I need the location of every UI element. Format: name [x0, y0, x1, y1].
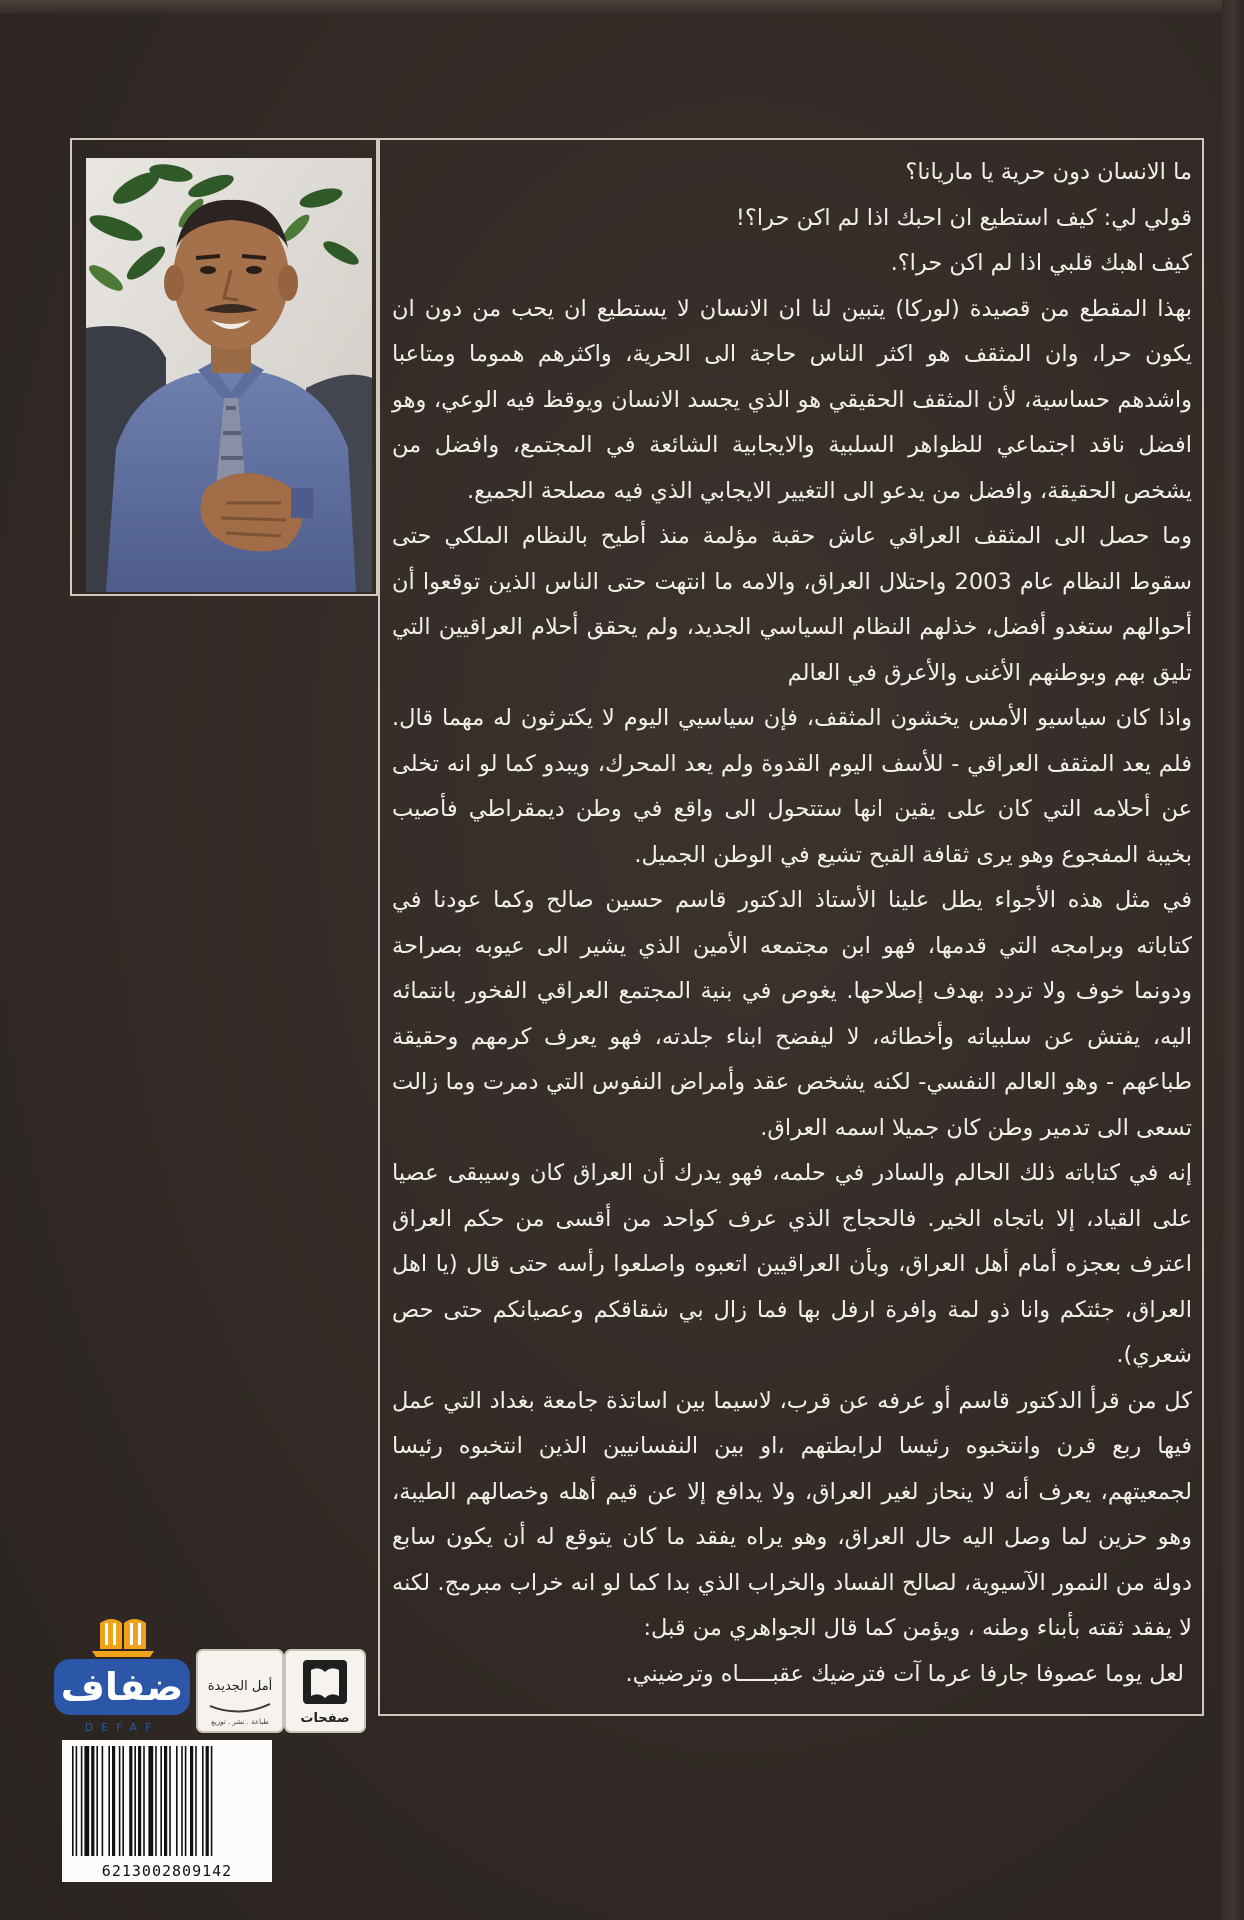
barcode-bar — [129, 1746, 132, 1856]
barcode-bar — [155, 1746, 157, 1856]
barcode-bar — [108, 1746, 110, 1856]
barcode-bar — [81, 1746, 83, 1856]
blurb-paragraph-3: واذا كان سياسيو الأمس يخشون المثقف، فإن سياسيي اليوم لا يكترثون له مهما قال. فلم يعد المثقف العراقي - للأسف اليوم القدوة ولم يعد المحرك، ويبدو كما لو انه تخلى عن أحلامه التي كان على يقين انها ستتحول الى واقع في وطن ديمقراطي فأصيب بخيبة المفجوع وهو يرى ثقافة القبح تشيع في الوطن الجميل. — [392, 705, 1192, 868]
barcode-bar — [112, 1746, 115, 1856]
barcode-bar — [134, 1746, 136, 1856]
barcode-bar — [176, 1746, 178, 1856]
barcode-number: 6213002809142 — [101, 1862, 233, 1880]
safahat-name: صفحات — [300, 1711, 350, 1726]
defaf-arabic-text: ضفاف — [60, 1665, 184, 1709]
barcode-bar — [211, 1746, 213, 1856]
cover-top-edge — [0, 0, 1244, 14]
blurb-line-3: كيف اهبك قلبي اذا لم اكن حرا؟. — [890, 250, 1192, 276]
barcode-bars — [62, 1740, 272, 1860]
blurb-line-1: ما الانسان دون حرية يا ماريانا؟ — [905, 159, 1192, 185]
barcode-bar — [84, 1746, 89, 1856]
barcode-bar — [169, 1746, 171, 1856]
blurb-paragraph-5: إنه في كتاباته ذلك الحالم والسادر في حلمه، فهو يدرك أن العراق كان وسيبقى عصيا على القياد، إلا باتجاه الخير. فالحجاج الذي عرف كواحد من أقسى من حكم العراق اعترف بعجزه أمام أهل العراق، وبأن العراقيين اتعبوه واصلعوا رأسه حتى قال (يا اهل العراق، جئتكم وانا ذو لمة وافرة ارفل بها فما زال بي شقاقكم وعصيانكم حتى حص شعري). — [392, 1160, 1192, 1368]
barcode-bar — [122, 1746, 124, 1856]
author-photo — [86, 158, 372, 592]
amal-logo — [195, 1648, 285, 1734]
barcode-bar — [185, 1746, 187, 1856]
amal-name: أمل الجديدة — [207, 1679, 273, 1694]
poem-verse: لعل يوما عصوفا جارفا عرما آت فترضيك عقبـــــاه وترضيني. — [625, 1660, 1184, 1687]
barcode-bar — [148, 1746, 153, 1856]
barcode-bar — [72, 1746, 74, 1856]
barcode-bar — [96, 1746, 98, 1856]
barcode-bar — [195, 1746, 197, 1856]
blurb-paragraph-4: في مثل هذه الأجواء يطل علينا الأستاذ الدكتور قاسم حسين صالح وكما عودنا في كتاباته وبرامجه التي قدمها، فهو ابن مجتمعه الأمين الذي يشير الى عيوبه بصراحة ودونما خوف ولا تردد بهدف إصلاحها. يغوص في بنية المجتمع العراقي الفخور بانتمائه اليه، يفتش عن سلبياته وأخطائه، لا ليفضح ابناء جلدته، فهو يعرف كرمهم وحقيقة طباعهم - وهو العالم النفسي- لكنه يشخص عقد وأمراض النفوس التي دمرت وما زالت تسعى الى تدمير وطن كان جميلا اسمه العراق. — [392, 887, 1192, 1141]
defaf-logo — [52, 1605, 192, 1735]
defaf-latin-text: DEFAF — [84, 1721, 160, 1734]
barcode-bar — [91, 1746, 94, 1856]
blurb-paragraph-1: بهذا المقطع من قصيدة (لوركا) يتبين لنا ان الانسان لا يستطيع ان يحب من دون ان يكون حرا، وان المثقف هو اكثر الناس حاجة الى الحرية، واكثرهم هموما ومتاعبا واشدهم حساسية، لأن المثقف الحقيقي هو الذي يجسد الانسان ويوقظ فيه الوعي، وهو افضل ناقد اجتماعي للظواهر السلبية والايجابية الشائعة في المجتمع، وافضل من يشخص الحقيقة، وافضل من يدعو الى التغيير الايجابي الذي فيه مصلحة الجميع. — [392, 295, 1192, 504]
barcode-bar — [76, 1746, 78, 1856]
barcode-bar — [202, 1746, 204, 1856]
barcode-bar — [102, 1746, 104, 1856]
barcode-bar — [143, 1746, 145, 1856]
amal-subtitle: طباعة . نشر . توزيع — [211, 1718, 269, 1726]
barcode-bar — [119, 1746, 121, 1856]
barcode-bar — [190, 1746, 193, 1856]
blurb-line-2: قولي لي: كيف استطيع ان احبك اذا لم اكن حرا؟! — [735, 204, 1192, 231]
barcode-bar — [160, 1746, 162, 1856]
blurb-text — [392, 150, 1192, 1706]
barcode-bar — [138, 1746, 141, 1856]
blurb-paragraph-2: وما حصل الى المثقف العراقي عاش حقبة مؤلمة منذ أطيح بالنظام الملكي حتى سقوط النظام عام 2003 واحتلال العراق، والامه ما انتهت حتى الناس الذين توقعوا أن أحوالهم ستغدو أفضل، خذلهم النظام السياسي الجديد، ولم يحقق أحلام العراقيين التي تليق بهم وبوطنهم الأغنى والأعرق في العالم — [392, 523, 1192, 686]
blurb-paragraph-6: كل من قرأ الدكتور قاسم أو عرفه عن قرب، لاسيما بين اساتذة جامعة بغداد التي عمل فيها ربع قرن وانتخبوه رئيسا لرابطتهم ،او بين النفسانيين الذين انتخبوه رئيسا لجمعيتهم، يعرف أنه لا ينحاز لغير العراق، ولا يدافع إلا عن قيم أهله وخصالهم الطيبة، وهو حزين لما وصل اليه حال العراق، وهو يراه يفقد ما كان يتوقع له أن يكون سابع دولة من النمور الآسيوية، لصالح الفساد والخراب الذي بدا كما لو انه خراب مبرمج. لكنه لا يفقد ثقته بأبناء وطنه ، ويؤمن كما قال الجواهري من قبل: — [392, 1387, 1192, 1641]
barcode-bar — [181, 1746, 183, 1856]
isbn-barcode — [62, 1740, 272, 1882]
barcode-bar — [164, 1746, 167, 1856]
safahat-logo — [283, 1648, 367, 1734]
barcode-bar — [206, 1746, 209, 1856]
cover-spine-edge — [1222, 0, 1244, 1920]
